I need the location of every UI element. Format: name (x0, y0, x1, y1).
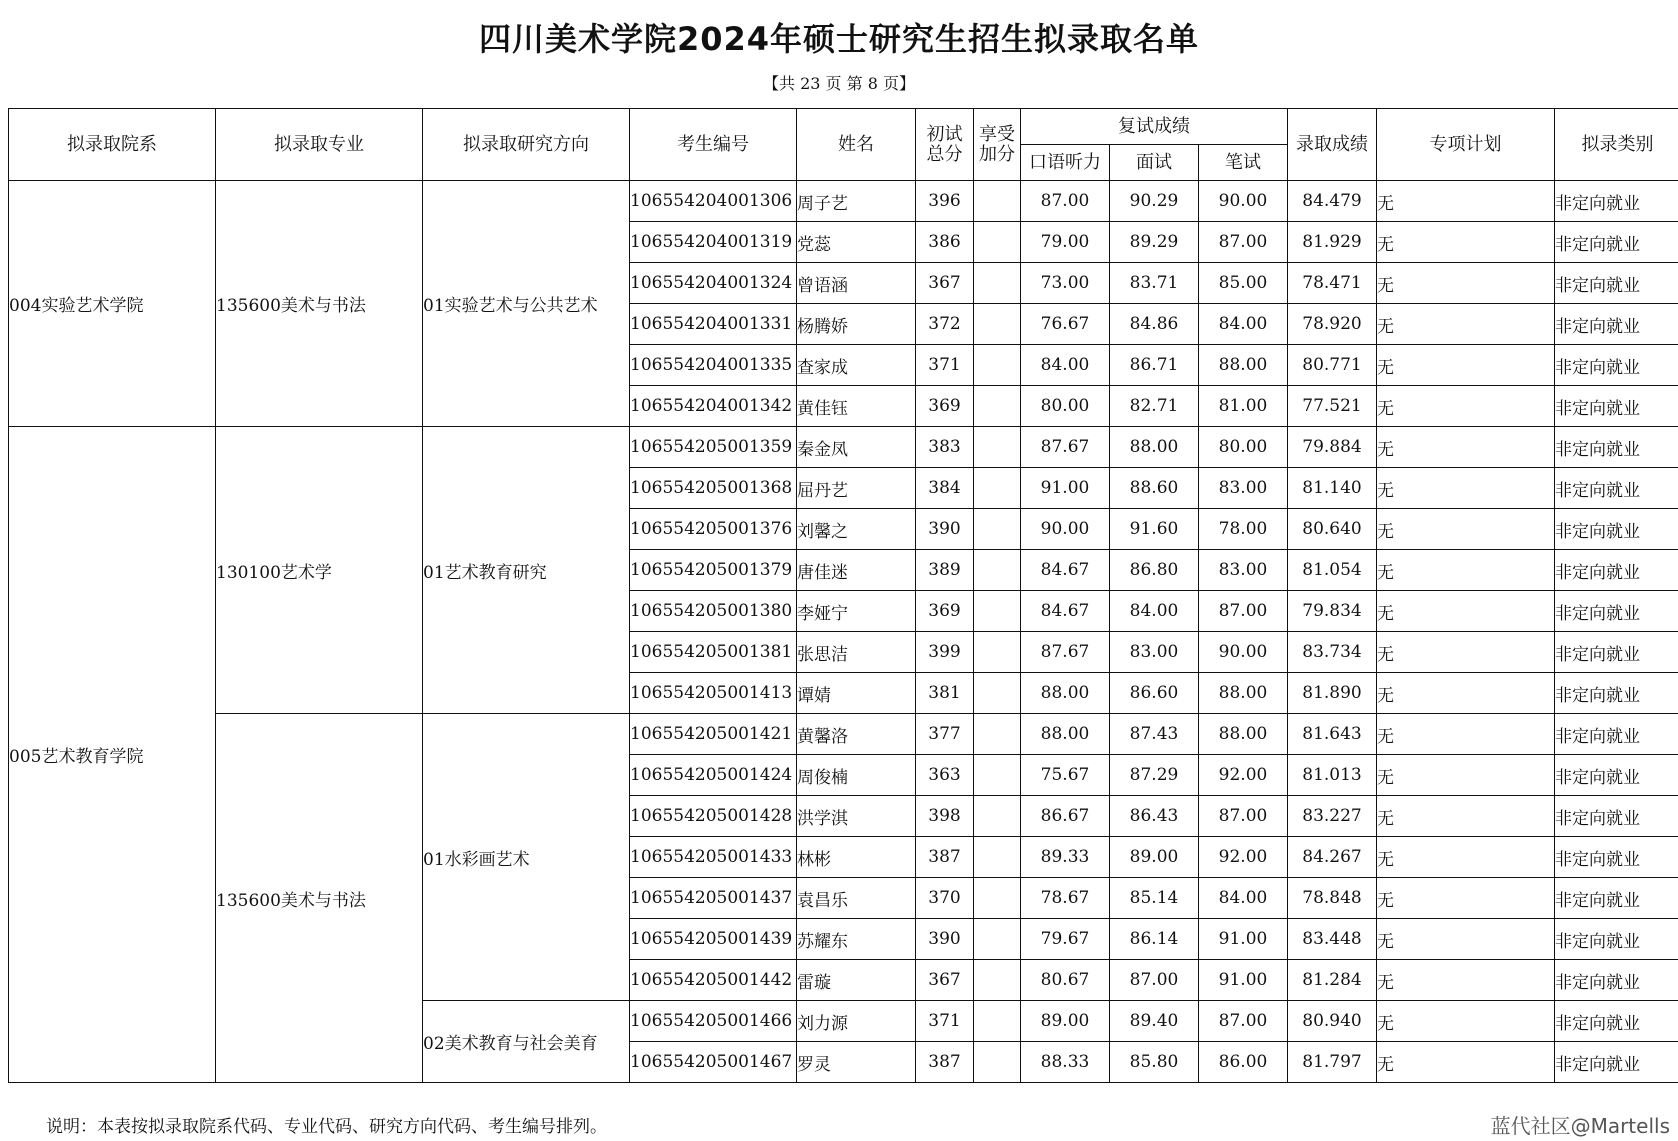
prelim-score-cell: 386 (916, 222, 974, 263)
prelim-score-cell: 367 (916, 263, 974, 304)
bonus-cell (974, 673, 1021, 714)
interview-score-cell: 86.80 (1110, 550, 1199, 591)
written-score-cell: 87.00 (1199, 591, 1288, 632)
bonus-cell (974, 263, 1021, 304)
final-score-cell: 81.140 (1288, 468, 1377, 509)
oral-score-cell: 87.67 (1021, 632, 1110, 673)
category-cell: 非定向就业 (1555, 427, 1678, 468)
exam-id-cell: 106554205001433 (630, 837, 797, 878)
oral-score-cell: 84.67 (1021, 550, 1110, 591)
category-cell: 非定向就业 (1555, 181, 1678, 222)
written-score-cell: 81.00 (1199, 386, 1288, 427)
written-score-cell: 80.00 (1199, 427, 1288, 468)
category-cell: 非定向就业 (1555, 714, 1678, 755)
bonus-cell (974, 632, 1021, 673)
name-cell: 曾语涵 (797, 263, 916, 304)
interview-score-cell: 84.86 (1110, 304, 1199, 345)
plan-cell: 无 (1377, 509, 1555, 550)
bonus-cell (974, 919, 1021, 960)
written-score-cell: 88.00 (1199, 345, 1288, 386)
oral-score-cell: 89.33 (1021, 837, 1110, 878)
name-cell: 杨腾娇 (797, 304, 916, 345)
oral-score-cell: 78.67 (1021, 878, 1110, 919)
final-score-cell: 83.734 (1288, 632, 1377, 673)
final-score-cell: 81.284 (1288, 960, 1377, 1001)
bonus-cell (974, 796, 1021, 837)
oral-score-cell: 91.00 (1021, 468, 1110, 509)
page-title: 四川美术学院2024年硕士研究生招生拟录取名单 (478, 20, 1200, 58)
name-cell: 苏耀东 (797, 919, 916, 960)
interview-score-cell: 83.71 (1110, 263, 1199, 304)
plan-cell: 无 (1377, 345, 1555, 386)
interview-score-cell: 82.71 (1110, 386, 1199, 427)
bonus-cell (974, 837, 1021, 878)
category-cell: 非定向就业 (1555, 345, 1678, 386)
table-row (9, 427, 1678, 468)
table-row (9, 181, 1678, 222)
name-cell: 雷璇 (797, 960, 916, 1001)
name-cell: 罗灵 (797, 1042, 916, 1083)
category-cell: 非定向就业 (1555, 222, 1678, 263)
name-cell: 党蕊 (797, 222, 916, 263)
header-retest: 复试成绩 (1021, 109, 1288, 145)
watermark: 蓝代社区@Martells (1490, 1114, 1670, 1138)
prelim-score-cell: 399 (916, 632, 974, 673)
final-score-cell: 78.920 (1288, 304, 1377, 345)
bonus-cell (974, 304, 1021, 345)
exam-id-cell: 106554205001424 (630, 755, 797, 796)
name-cell: 周俊楠 (797, 755, 916, 796)
final-score-cell: 81.797 (1288, 1042, 1377, 1083)
bonus-cell (974, 960, 1021, 1001)
oral-score-cell: 88.33 (1021, 1042, 1110, 1083)
header-oral: 口语听力 (1021, 145, 1110, 181)
oral-score-cell: 87.67 (1021, 427, 1110, 468)
final-score-cell: 78.848 (1288, 878, 1377, 919)
interview-score-cell: 89.29 (1110, 222, 1199, 263)
header-prelim: 初试总分 (916, 109, 974, 181)
prelim-score-cell: 398 (916, 796, 974, 837)
category-cell: 非定向就业 (1555, 550, 1678, 591)
final-score-cell: 80.940 (1288, 1001, 1377, 1042)
exam-id-cell: 106554205001413 (630, 673, 797, 714)
major-cell: 135600美术与书法 (216, 181, 423, 427)
oral-score-cell: 86.67 (1021, 796, 1110, 837)
name-cell: 李娅宁 (797, 591, 916, 632)
final-score-cell: 81.643 (1288, 714, 1377, 755)
oral-score-cell: 79.67 (1021, 919, 1110, 960)
written-score-cell: 92.00 (1199, 837, 1288, 878)
exam-id-cell: 106554205001421 (630, 714, 797, 755)
bonus-cell (974, 509, 1021, 550)
written-score-cell: 88.00 (1199, 673, 1288, 714)
final-score-cell: 83.227 (1288, 796, 1377, 837)
name-cell: 屈丹艺 (797, 468, 916, 509)
plan-cell: 无 (1377, 755, 1555, 796)
plan-cell: 无 (1377, 919, 1555, 960)
category-cell: 非定向就业 (1555, 673, 1678, 714)
final-score-cell: 83.448 (1288, 919, 1377, 960)
category-cell: 非定向就业 (1555, 1042, 1678, 1083)
final-score-cell: 79.884 (1288, 427, 1377, 468)
plan-cell: 无 (1377, 591, 1555, 632)
category-cell: 非定向就业 (1555, 386, 1678, 427)
bonus-cell (974, 878, 1021, 919)
bonus-cell (974, 1042, 1021, 1083)
interview-score-cell: 86.14 (1110, 919, 1199, 960)
interview-score-cell: 88.60 (1110, 468, 1199, 509)
exam-id-cell: 106554205001437 (630, 878, 797, 919)
bonus-cell (974, 550, 1021, 591)
oral-score-cell: 88.00 (1021, 714, 1110, 755)
bonus-cell (974, 222, 1021, 263)
name-cell: 谭婧 (797, 673, 916, 714)
exam-id-cell: 106554205001467 (630, 1042, 797, 1083)
prelim-score-cell: 369 (916, 591, 974, 632)
prelim-score-cell: 371 (916, 1001, 974, 1042)
header-exam-id: 考生编号 (630, 109, 797, 181)
interview-score-cell: 85.80 (1110, 1042, 1199, 1083)
written-score-cell: 90.00 (1199, 181, 1288, 222)
category-cell: 非定向就业 (1555, 632, 1678, 673)
plan-cell: 无 (1377, 222, 1555, 263)
exam-id-cell: 106554205001439 (630, 919, 797, 960)
bonus-cell (974, 468, 1021, 509)
prelim-score-cell: 387 (916, 1042, 974, 1083)
written-score-cell: 87.00 (1199, 1001, 1288, 1042)
exam-id-cell: 106554205001381 (630, 632, 797, 673)
final-score-cell: 81.013 (1288, 755, 1377, 796)
header-category: 拟录类别 (1555, 109, 1678, 181)
final-score-cell: 84.479 (1288, 181, 1377, 222)
header-interview: 面试 (1110, 145, 1199, 181)
category-cell: 非定向就业 (1555, 796, 1678, 837)
oral-score-cell: 75.67 (1021, 755, 1110, 796)
prelim-score-cell: 384 (916, 468, 974, 509)
bonus-cell (974, 345, 1021, 386)
written-score-cell: 87.00 (1199, 796, 1288, 837)
written-score-cell: 88.00 (1199, 714, 1288, 755)
final-score-cell: 81.929 (1288, 222, 1377, 263)
final-score-cell: 80.640 (1288, 509, 1377, 550)
prelim-score-cell: 383 (916, 427, 974, 468)
oral-score-cell: 80.67 (1021, 960, 1110, 1001)
interview-score-cell: 88.00 (1110, 427, 1199, 468)
written-score-cell: 84.00 (1199, 878, 1288, 919)
name-cell: 查家成 (797, 345, 916, 386)
exam-id-cell: 106554205001442 (630, 960, 797, 1001)
direction-cell: 01艺术教育研究 (423, 427, 630, 714)
dept-cell: 005艺术教育学院 (9, 427, 216, 1083)
final-score-cell: 80.771 (1288, 345, 1377, 386)
category-cell: 非定向就业 (1555, 878, 1678, 919)
interview-score-cell: 84.00 (1110, 591, 1199, 632)
name-cell: 袁昌乐 (797, 878, 916, 919)
header-direction: 拟录取研究方向 (423, 109, 630, 181)
category-cell: 非定向就业 (1555, 919, 1678, 960)
prelim-score-cell: 390 (916, 509, 974, 550)
table-row (9, 714, 1678, 755)
exam-id-cell: 106554205001376 (630, 509, 797, 550)
interview-score-cell: 86.60 (1110, 673, 1199, 714)
category-cell: 非定向就业 (1555, 591, 1678, 632)
final-score-cell: 78.471 (1288, 263, 1377, 304)
plan-cell: 无 (1377, 796, 1555, 837)
exam-id-cell: 106554205001368 (630, 468, 797, 509)
category-cell: 非定向就业 (1555, 509, 1678, 550)
bonus-cell (974, 591, 1021, 632)
plan-cell: 无 (1377, 304, 1555, 345)
interview-score-cell: 86.71 (1110, 345, 1199, 386)
name-cell: 刘馨之 (797, 509, 916, 550)
admission-table (8, 108, 1678, 1083)
final-score-cell: 79.834 (1288, 591, 1377, 632)
category-cell: 非定向就业 (1555, 304, 1678, 345)
header-name: 姓名 (797, 109, 916, 181)
written-score-cell: 78.00 (1199, 509, 1288, 550)
category-cell: 非定向就业 (1555, 837, 1678, 878)
written-score-cell: 84.00 (1199, 304, 1288, 345)
exam-id-cell: 106554205001359 (630, 427, 797, 468)
exam-id-cell: 106554204001335 (630, 345, 797, 386)
direction-cell: 02美术教育与社会美育 (423, 1001, 630, 1083)
written-score-cell: 92.00 (1199, 755, 1288, 796)
exam-id-cell: 106554204001306 (630, 181, 797, 222)
oral-score-cell: 84.00 (1021, 345, 1110, 386)
name-cell: 张思洁 (797, 632, 916, 673)
direction-cell: 01水彩画艺术 (423, 714, 630, 1001)
plan-cell: 无 (1377, 386, 1555, 427)
category-cell: 非定向就业 (1555, 960, 1678, 1001)
plan-cell: 无 (1377, 181, 1555, 222)
plan-cell: 无 (1377, 1042, 1555, 1083)
plan-cell: 无 (1377, 1001, 1555, 1042)
oral-score-cell: 89.00 (1021, 1001, 1110, 1042)
name-cell: 周子艺 (797, 181, 916, 222)
prelim-score-cell: 367 (916, 960, 974, 1001)
plan-cell: 无 (1377, 263, 1555, 304)
page-indicator: 【共 23 页 第 8 页】 (763, 74, 915, 93)
header-final: 录取成绩 (1288, 109, 1377, 181)
header-plan: 专项计划 (1377, 109, 1555, 181)
name-cell: 刘力源 (797, 1001, 916, 1042)
category-cell: 非定向就业 (1555, 1001, 1678, 1042)
major-cell: 130100艺术学 (216, 427, 423, 714)
exam-id-cell: 106554205001428 (630, 796, 797, 837)
plan-cell: 无 (1377, 632, 1555, 673)
prelim-score-cell: 377 (916, 714, 974, 755)
interview-score-cell: 91.60 (1110, 509, 1199, 550)
interview-score-cell: 83.00 (1110, 632, 1199, 673)
prelim-score-cell: 370 (916, 878, 974, 919)
header-dept: 拟录取院系 (9, 109, 216, 181)
name-cell: 黄佳钰 (797, 386, 916, 427)
bonus-cell (974, 714, 1021, 755)
plan-cell: 无 (1377, 673, 1555, 714)
written-score-cell: 90.00 (1199, 632, 1288, 673)
bonus-cell (974, 755, 1021, 796)
plan-cell: 无 (1377, 468, 1555, 509)
prelim-score-cell: 363 (916, 755, 974, 796)
oral-score-cell: 88.00 (1021, 673, 1110, 714)
plan-cell: 无 (1377, 550, 1555, 591)
plan-cell: 无 (1377, 878, 1555, 919)
oral-score-cell: 87.00 (1021, 181, 1110, 222)
final-score-cell: 81.890 (1288, 673, 1377, 714)
oral-score-cell: 90.00 (1021, 509, 1110, 550)
name-cell: 唐佳迷 (797, 550, 916, 591)
exam-id-cell: 106554205001379 (630, 550, 797, 591)
interview-score-cell: 87.00 (1110, 960, 1199, 1001)
name-cell: 林彬 (797, 837, 916, 878)
table-body (9, 181, 1678, 1083)
plan-cell: 无 (1377, 960, 1555, 1001)
written-score-cell: 87.00 (1199, 222, 1288, 263)
final-score-cell: 84.267 (1288, 837, 1377, 878)
interview-score-cell: 87.43 (1110, 714, 1199, 755)
oral-score-cell: 84.67 (1021, 591, 1110, 632)
header-major: 拟录取专业 (216, 109, 423, 181)
prelim-score-cell: 396 (916, 181, 974, 222)
category-cell: 非定向就业 (1555, 468, 1678, 509)
exam-id-cell: 106554205001466 (630, 1001, 797, 1042)
category-cell: 非定向就业 (1555, 263, 1678, 304)
exam-id-cell: 106554204001324 (630, 263, 797, 304)
exam-id-cell: 106554204001342 (630, 386, 797, 427)
written-score-cell: 91.00 (1199, 919, 1288, 960)
written-score-cell: 83.00 (1199, 550, 1288, 591)
prelim-score-cell: 381 (916, 673, 974, 714)
interview-score-cell: 85.14 (1110, 878, 1199, 919)
header-written: 笔试 (1199, 145, 1288, 181)
bonus-cell (974, 181, 1021, 222)
prelim-score-cell: 372 (916, 304, 974, 345)
written-score-cell: 85.00 (1199, 263, 1288, 304)
bonus-cell (974, 1001, 1021, 1042)
final-score-cell: 77.521 (1288, 386, 1377, 427)
exam-id-cell: 106554204001319 (630, 222, 797, 263)
prelim-score-cell: 371 (916, 345, 974, 386)
name-cell: 黄馨洛 (797, 714, 916, 755)
bonus-cell (974, 427, 1021, 468)
exam-id-cell: 106554204001331 (630, 304, 797, 345)
bonus-cell (974, 386, 1021, 427)
written-score-cell: 83.00 (1199, 468, 1288, 509)
plan-cell: 无 (1377, 427, 1555, 468)
plan-cell: 无 (1377, 714, 1555, 755)
category-cell: 非定向就业 (1555, 755, 1678, 796)
name-cell: 洪学淇 (797, 796, 916, 837)
interview-score-cell: 90.29 (1110, 181, 1199, 222)
interview-score-cell: 89.40 (1110, 1001, 1199, 1042)
interview-score-cell: 87.29 (1110, 755, 1199, 796)
interview-score-cell: 86.43 (1110, 796, 1199, 837)
oral-score-cell: 80.00 (1021, 386, 1110, 427)
header-bonus: 享受加分 (974, 109, 1021, 181)
prelim-score-cell: 390 (916, 919, 974, 960)
dept-cell: 004实验艺术学院 (9, 181, 216, 427)
written-score-cell: 86.00 (1199, 1042, 1288, 1083)
oral-score-cell: 76.67 (1021, 304, 1110, 345)
final-score-cell: 81.054 (1288, 550, 1377, 591)
name-cell: 秦金凤 (797, 427, 916, 468)
prelim-score-cell: 389 (916, 550, 974, 591)
prelim-score-cell: 387 (916, 837, 974, 878)
prelim-score-cell: 369 (916, 386, 974, 427)
interview-score-cell: 89.00 (1110, 837, 1199, 878)
footnote: 说明：本表按拟录取院系代码、专业代码、研究方向代码、考生编号排列。 (46, 1117, 607, 1137)
plan-cell: 无 (1377, 837, 1555, 878)
oral-score-cell: 73.00 (1021, 263, 1110, 304)
written-score-cell: 91.00 (1199, 960, 1288, 1001)
major-cell: 135600美术与书法 (216, 714, 423, 1083)
direction-cell: 01实验艺术与公共艺术 (423, 181, 630, 427)
oral-score-cell: 79.00 (1021, 222, 1110, 263)
exam-id-cell: 106554205001380 (630, 591, 797, 632)
